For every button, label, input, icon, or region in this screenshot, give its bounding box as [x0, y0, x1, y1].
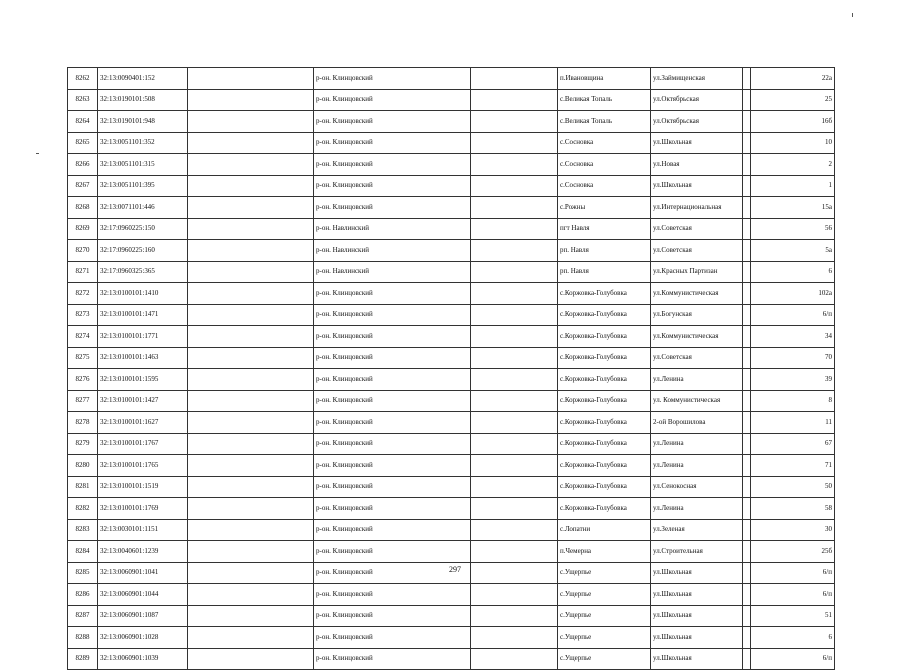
- cell-district: р-он. Клинцовский: [314, 154, 471, 176]
- cell-house: 11: [751, 412, 835, 434]
- cell-settlement: с.Великая Топаль: [558, 111, 651, 133]
- cell-district: р-он. Клинцовский: [314, 455, 471, 477]
- cell-number: 8286: [68, 584, 98, 606]
- cell-empty: [471, 562, 558, 584]
- cell-settlement: с.Коржовка-Голубовка: [558, 498, 651, 520]
- cell-settlement: с.Сосновка: [558, 132, 651, 154]
- cell-cadastral-number: 32:13:0040601:1239: [98, 541, 188, 563]
- cell-street: ул.Октябрьская: [651, 89, 743, 111]
- cell-district: р-он. Клинцовский: [314, 648, 471, 670]
- cell-settlement: рп. Навля: [558, 240, 651, 262]
- cell-cadastral-number: 32:17:0960225:160: [98, 240, 188, 262]
- cell-house: 5а: [751, 240, 835, 262]
- cell-empty: [743, 218, 751, 240]
- cell-street: ул. Коммунистическая: [651, 390, 743, 412]
- cell-district: р-он. Клинцовский: [314, 326, 471, 348]
- cell-empty: [188, 175, 314, 197]
- cell-empty: [188, 304, 314, 326]
- cell-street: ул.Школьная: [651, 175, 743, 197]
- cell-street: ул.Советская: [651, 218, 743, 240]
- cell-empty: [743, 111, 751, 133]
- cell-district: р-он. Клинцовский: [314, 433, 471, 455]
- cell-empty: [743, 283, 751, 305]
- cell-district: р-он. Клинцовский: [314, 175, 471, 197]
- cell-cadastral-number: 32:13:0051101:352: [98, 132, 188, 154]
- cell-empty: [471, 218, 558, 240]
- cell-cadastral-number: 32:13:0100101:1427: [98, 390, 188, 412]
- cell-number: 8281: [68, 476, 98, 498]
- cell-empty: [743, 240, 751, 262]
- cell-street: ул.Красных Партизан: [651, 261, 743, 283]
- cell-cadastral-number: 32:13:0030101:1151: [98, 519, 188, 541]
- cell-settlement: с.Сосновка: [558, 175, 651, 197]
- cell-number: 8289: [68, 648, 98, 670]
- cell-empty: [743, 455, 751, 477]
- cell-empty: [188, 283, 314, 305]
- cell-cadastral-number: 32:13:0190101:508: [98, 89, 188, 111]
- cell-settlement: с.Коржовка-Голубовка: [558, 455, 651, 477]
- cell-empty: [743, 498, 751, 520]
- cell-house: 50: [751, 476, 835, 498]
- cell-settlement: с.Коржовка-Голубовка: [558, 412, 651, 434]
- cell-settlement: с.Ущерпье: [558, 584, 651, 606]
- cell-empty: [471, 476, 558, 498]
- cell-empty: [188, 476, 314, 498]
- cell-empty: [743, 627, 751, 649]
- table-row: [68, 218, 835, 240]
- cell-empty: [743, 369, 751, 391]
- cell-settlement: с.Лопатни: [558, 519, 651, 541]
- cell-cadastral-number: 32:13:0060901:1028: [98, 627, 188, 649]
- cell-cadastral-number: 32:13:0071101:446: [98, 197, 188, 219]
- cell-street: ул.Советская: [651, 347, 743, 369]
- cell-number: 8278: [68, 412, 98, 434]
- cell-cadastral-number: 32:17:0960225:150: [98, 218, 188, 240]
- table-row: [68, 304, 835, 326]
- cell-empty: [471, 132, 558, 154]
- cell-house: 6: [751, 627, 835, 649]
- cell-street: ул.Коммунистическая: [651, 283, 743, 305]
- cell-number: 8264: [68, 111, 98, 133]
- cell-empty: [743, 562, 751, 584]
- cell-empty: [188, 562, 314, 584]
- cell-cadastral-number: 32:13:0100101:1627: [98, 412, 188, 434]
- cell-empty: [743, 132, 751, 154]
- scan-mark: [36, 153, 39, 154]
- cell-empty: [471, 89, 558, 111]
- cell-number: 8274: [68, 326, 98, 348]
- cell-number: 8288: [68, 627, 98, 649]
- cell-empty: [743, 304, 751, 326]
- cell-cadastral-number: 32:13:0051101:395: [98, 175, 188, 197]
- cell-street: ул.Интернациональная: [651, 197, 743, 219]
- cell-number: 8284: [68, 541, 98, 563]
- cell-empty: [188, 326, 314, 348]
- cell-number: 8269: [68, 218, 98, 240]
- table-row: [68, 390, 835, 412]
- cell-empty: [471, 541, 558, 563]
- cell-empty: [471, 68, 558, 90]
- cell-empty: [471, 197, 558, 219]
- cell-district: р-он. Клинцовский: [314, 605, 471, 627]
- cell-settlement: с.Ущерпье: [558, 627, 651, 649]
- cell-settlement: с.Коржовка-Голубовка: [558, 390, 651, 412]
- cell-settlement: с.Коржовка-Голубовка: [558, 476, 651, 498]
- cell-house: 6: [751, 261, 835, 283]
- table-row: [68, 519, 835, 541]
- table-row: [68, 627, 835, 649]
- cell-district: р-он. Клинцовский: [314, 541, 471, 563]
- cell-settlement: с.Рожны: [558, 197, 651, 219]
- cell-empty: [188, 132, 314, 154]
- cell-house: 25: [751, 89, 835, 111]
- property-register-table: [67, 67, 835, 670]
- cell-settlement: с.Ущерпье: [558, 605, 651, 627]
- cell-empty: [743, 326, 751, 348]
- cell-street: ул.Ленина: [651, 433, 743, 455]
- cell-empty: [188, 111, 314, 133]
- cell-empty: [471, 455, 558, 477]
- cell-house: 6/п: [751, 648, 835, 670]
- cell-street: ул.Школьная: [651, 627, 743, 649]
- cell-street: ул.Сенокосная: [651, 476, 743, 498]
- cell-empty: [471, 627, 558, 649]
- cell-street: ул.Строительная: [651, 541, 743, 563]
- cell-street: ул.Ленина: [651, 455, 743, 477]
- table-row: [68, 283, 835, 305]
- cell-number: 8285: [68, 562, 98, 584]
- cell-house: 6/п: [751, 304, 835, 326]
- table-row: [68, 132, 835, 154]
- cell-empty: [188, 240, 314, 262]
- cell-cadastral-number: 32:13:0100101:1471: [98, 304, 188, 326]
- cell-number: 8280: [68, 455, 98, 477]
- cell-number: 8276: [68, 369, 98, 391]
- cell-house: 67: [751, 433, 835, 455]
- cell-empty: [743, 347, 751, 369]
- table-row: [68, 347, 835, 369]
- cell-cadastral-number: 32:13:0190101:948: [98, 111, 188, 133]
- cell-house: 6/п: [751, 562, 835, 584]
- cell-district: р-он. Клинцовский: [314, 111, 471, 133]
- cell-empty: [188, 455, 314, 477]
- cell-empty: [743, 541, 751, 563]
- cell-house: 2: [751, 154, 835, 176]
- cell-street: ул.Ленина: [651, 498, 743, 520]
- cell-number: 8263: [68, 89, 98, 111]
- cell-house: 56: [751, 218, 835, 240]
- table-row: [68, 648, 835, 670]
- cell-empty: [743, 584, 751, 606]
- cell-house: 15а: [751, 197, 835, 219]
- cell-empty: [743, 390, 751, 412]
- cell-cadastral-number: 32:13:0060901:1041: [98, 562, 188, 584]
- cell-settlement: пгт Навля: [558, 218, 651, 240]
- cell-empty: [471, 261, 558, 283]
- cell-settlement: п.Ивановщина: [558, 68, 651, 90]
- cell-number: 8275: [68, 347, 98, 369]
- cell-district: р-он. Клинцовский: [314, 584, 471, 606]
- cell-empty: [471, 648, 558, 670]
- cell-empty: [188, 68, 314, 90]
- cell-house: 58: [751, 498, 835, 520]
- cell-house: 70: [751, 347, 835, 369]
- cell-settlement: с.Коржовка-Голубовка: [558, 369, 651, 391]
- cell-district: р-он. Клинцовский: [314, 283, 471, 305]
- cell-empty: [743, 519, 751, 541]
- cell-street: ул.Коммунистическая: [651, 326, 743, 348]
- table-row: [68, 197, 835, 219]
- cell-empty: [471, 433, 558, 455]
- cell-number: 8268: [68, 197, 98, 219]
- cell-empty: [471, 326, 558, 348]
- cell-settlement: с.Коржовка-Голубовка: [558, 283, 651, 305]
- cell-house: 10: [751, 132, 835, 154]
- cell-house: 30: [751, 519, 835, 541]
- page-number: 297: [449, 565, 461, 574]
- table-row: [68, 541, 835, 563]
- cell-district: р-он. Клинцовский: [314, 347, 471, 369]
- cell-cadastral-number: 32:17:0960325:365: [98, 261, 188, 283]
- cell-district: р-он. Навлинский: [314, 240, 471, 262]
- table-row: [68, 154, 835, 176]
- cell-empty: [743, 433, 751, 455]
- cell-cadastral-number: 32:13:0100101:1463: [98, 347, 188, 369]
- cell-cadastral-number: 32:13:0100101:1765: [98, 455, 188, 477]
- cell-district: р-он. Клинцовский: [314, 369, 471, 391]
- cell-settlement: рп. Навля: [558, 261, 651, 283]
- cell-settlement: с.Ущерпье: [558, 562, 651, 584]
- table-row: [68, 412, 835, 434]
- table-row: [68, 111, 835, 133]
- cell-street: ул.Советская: [651, 240, 743, 262]
- table-row: [68, 369, 835, 391]
- table-row: [68, 433, 835, 455]
- cell-empty: [188, 390, 314, 412]
- cell-number: 8266: [68, 154, 98, 176]
- cell-street: ул.Школьная: [651, 605, 743, 627]
- cell-empty: [743, 68, 751, 90]
- cell-cadastral-number: 32:13:0051101:315: [98, 154, 188, 176]
- cell-empty: [188, 498, 314, 520]
- cell-district: р-он. Клинцовский: [314, 412, 471, 434]
- cell-empty: [743, 648, 751, 670]
- cell-empty: [471, 304, 558, 326]
- cell-empty: [188, 541, 314, 563]
- cell-settlement: с.Сосновка: [558, 154, 651, 176]
- cell-empty: [743, 412, 751, 434]
- cell-house: 16б: [751, 111, 835, 133]
- table-body: [68, 68, 835, 670]
- cell-house: 25б: [751, 541, 835, 563]
- cell-number: 8270: [68, 240, 98, 262]
- cell-street: ул.Школьная: [651, 584, 743, 606]
- cell-house: 51: [751, 605, 835, 627]
- table-row: [68, 455, 835, 477]
- cell-district: р-он. Клинцовский: [314, 132, 471, 154]
- cell-number: 8271: [68, 261, 98, 283]
- cell-house: 102а: [751, 283, 835, 305]
- cell-empty: [471, 175, 558, 197]
- cell-empty: [471, 111, 558, 133]
- cell-cadastral-number: 32:13:0100101:1771: [98, 326, 188, 348]
- cell-number: 8282: [68, 498, 98, 520]
- cell-empty: [188, 369, 314, 391]
- cell-empty: [188, 197, 314, 219]
- cell-number: 8265: [68, 132, 98, 154]
- cell-street: ул.Богунская: [651, 304, 743, 326]
- cell-settlement: п.Чемерна: [558, 541, 651, 563]
- cell-district: р-он. Клинцовский: [314, 304, 471, 326]
- cell-street: ул.Школьная: [651, 648, 743, 670]
- cell-empty: [743, 154, 751, 176]
- cell-number: 8267: [68, 175, 98, 197]
- cell-district: р-он. Клинцовский: [314, 390, 471, 412]
- cell-district: р-он. Клинцовский: [314, 68, 471, 90]
- cell-empty: [743, 197, 751, 219]
- table-row: [68, 584, 835, 606]
- cell-house: 22а: [751, 68, 835, 90]
- cell-house: 34: [751, 326, 835, 348]
- cell-number: 8262: [68, 68, 98, 90]
- cell-street: ул.Займищенская: [651, 68, 743, 90]
- cell-district: р-он. Клинцовский: [314, 498, 471, 520]
- table-row: [68, 175, 835, 197]
- cell-house: 6/п: [751, 584, 835, 606]
- cell-street: ул.Зеленая: [651, 519, 743, 541]
- cell-empty: [188, 261, 314, 283]
- cell-number: 8287: [68, 605, 98, 627]
- cell-street: ул.Октябрьская: [651, 111, 743, 133]
- cell-street: ул.Ленина: [651, 369, 743, 391]
- cell-district: р-он. Клинцовский: [314, 562, 471, 584]
- cell-empty: [471, 390, 558, 412]
- cell-settlement: с.Коржовка-Голубовка: [558, 433, 651, 455]
- cell-empty: [743, 89, 751, 111]
- cell-empty: [188, 648, 314, 670]
- cell-empty: [471, 498, 558, 520]
- cell-cadastral-number: 32:13:0100101:1519: [98, 476, 188, 498]
- cell-settlement: с.Великая Топаль: [558, 89, 651, 111]
- cell-cadastral-number: 32:13:0060901:1087: [98, 605, 188, 627]
- cell-cadastral-number: 32:13:0060901:1039: [98, 648, 188, 670]
- cell-cadastral-number: 32:13:0100101:1595: [98, 369, 188, 391]
- cell-empty: [743, 261, 751, 283]
- cell-district: р-он. Клинцовский: [314, 627, 471, 649]
- cell-empty: [188, 627, 314, 649]
- cell-empty: [188, 433, 314, 455]
- cell-empty: [471, 240, 558, 262]
- cell-number: 8283: [68, 519, 98, 541]
- cell-empty: [188, 218, 314, 240]
- cell-settlement: с.Коржовка-Голубовка: [558, 304, 651, 326]
- cell-settlement: с.Ущерпье: [558, 648, 651, 670]
- cell-number: 8279: [68, 433, 98, 455]
- cell-street: 2-ой Ворошилова: [651, 412, 743, 434]
- cell-empty: [188, 412, 314, 434]
- cell-district: р-он. Клинцовский: [314, 89, 471, 111]
- cell-cadastral-number: 32:13:0060901:1044: [98, 584, 188, 606]
- cell-empty: [188, 584, 314, 606]
- table-row: [68, 326, 835, 348]
- cell-house: 71: [751, 455, 835, 477]
- cell-cadastral-number: 32:13:0100101:1769: [98, 498, 188, 520]
- cell-street: ул.Школьная: [651, 132, 743, 154]
- table-row: [68, 498, 835, 520]
- cell-district: р-он. Клинцовский: [314, 197, 471, 219]
- cell-district: р-он. Навлинский: [314, 218, 471, 240]
- cell-street: ул.Новая: [651, 154, 743, 176]
- table-row: [68, 89, 835, 111]
- cell-empty: [743, 476, 751, 498]
- cell-cadastral-number: 32:13:0100101:1410: [98, 283, 188, 305]
- cell-empty: [743, 175, 751, 197]
- cell-district: р-он. Клинцовский: [314, 519, 471, 541]
- cell-empty: [188, 347, 314, 369]
- cell-district: р-он. Навлинский: [314, 261, 471, 283]
- cell-house: 39: [751, 369, 835, 391]
- cell-number: 8273: [68, 304, 98, 326]
- table-row: [68, 605, 835, 627]
- cell-empty: [471, 347, 558, 369]
- cell-cadastral-number: 32:13:0090401:152: [98, 68, 188, 90]
- table-row: [68, 240, 835, 262]
- cell-empty: [188, 519, 314, 541]
- scan-mark: [852, 13, 853, 17]
- cell-settlement: с.Коржовка-Голубовка: [558, 347, 651, 369]
- cell-cadastral-number: 32:13:0100101:1767: [98, 433, 188, 455]
- table-row: [68, 476, 835, 498]
- table-row: [68, 68, 835, 90]
- cell-house: 8: [751, 390, 835, 412]
- cell-district: р-он. Клинцовский: [314, 476, 471, 498]
- cell-empty: [471, 584, 558, 606]
- cell-empty: [743, 605, 751, 627]
- cell-empty: [188, 605, 314, 627]
- cell-settlement: с.Коржовка-Голубовка: [558, 326, 651, 348]
- cell-empty: [188, 89, 314, 111]
- cell-house: 1: [751, 175, 835, 197]
- cell-empty: [471, 412, 558, 434]
- table-row: [68, 261, 835, 283]
- cell-number: 8277: [68, 390, 98, 412]
- cell-empty: [471, 154, 558, 176]
- cell-empty: [471, 369, 558, 391]
- cell-street: ул.Школьная: [651, 562, 743, 584]
- cell-empty: [471, 283, 558, 305]
- cell-empty: [471, 605, 558, 627]
- cell-number: 8272: [68, 283, 98, 305]
- cell-empty: [471, 519, 558, 541]
- cell-empty: [188, 154, 314, 176]
